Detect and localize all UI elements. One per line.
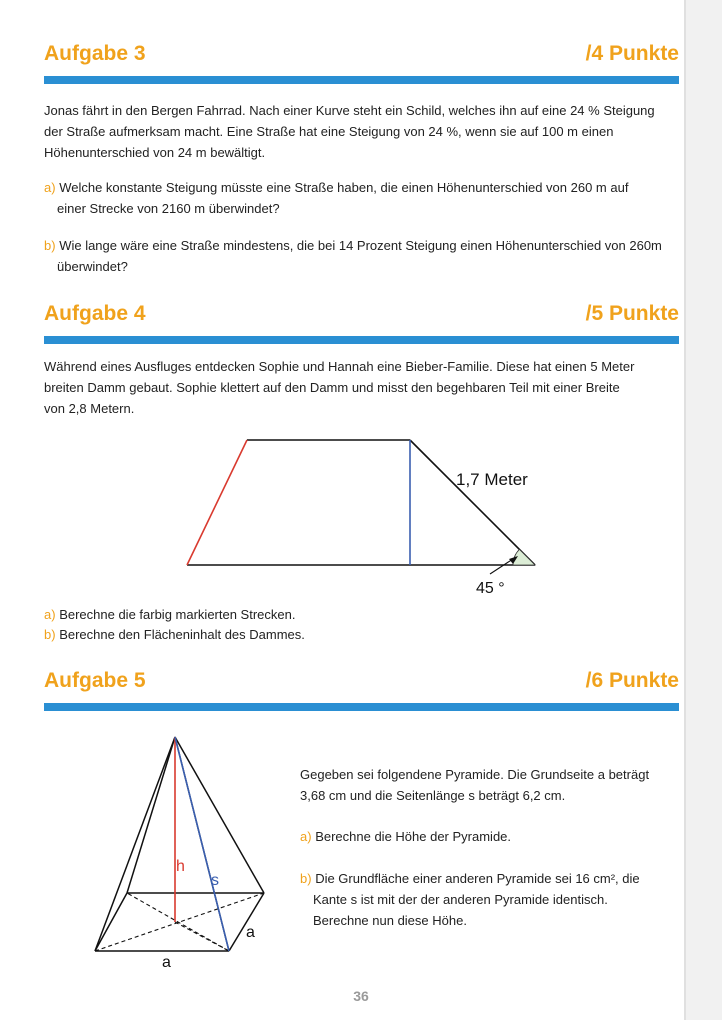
task3-title: Aufgabe 3 (44, 42, 146, 65)
task3-a-line2: einer Strecke von 2160 m überwindet? (57, 201, 280, 216)
task4-a-text: Berechne die farbig markierten Strecken. (59, 607, 296, 622)
pyramid-half-diagonal (175, 922, 229, 951)
task5-points: /6 Punkte (585, 669, 679, 692)
task3-a-line1: Welche konstante Steigung müsste eine Straße haben, die einen Höhenunterschied von 260 m auf (59, 180, 629, 195)
task4-intro-line1: Während eines Ausfluges entdecken Sophie und Hannah eine Bieber-Familie. Diese hat einen 5 Meter (44, 359, 635, 374)
task4-intro-line2: breiten Damm gebaut. Sophie klettert auf den Damm und misst den begehbaren Teil mit einer Breite (44, 380, 620, 395)
task4-b-text: Berechne den Flächeninhalt des Dammes. (59, 627, 305, 642)
task5-intro-line2: 3,68 cm und die Seitenlänge s beträgt 6,2 cm. (300, 788, 566, 803)
pyramid-a-side-label: a (246, 924, 255, 941)
task3-a-label: a) (44, 180, 56, 195)
pyramid-edge-back-left (127, 737, 175, 893)
task5-b-label: b) (300, 871, 312, 886)
pyramid-edge-back-right (175, 737, 264, 893)
task4-b-label: b) (44, 627, 56, 642)
task4-points: /5 Punkte (585, 302, 679, 325)
task3-b-label: b) (44, 238, 56, 253)
pyramid-base-right (229, 893, 264, 951)
task5-question-b (300, 868, 680, 931)
pyramid-s-label: s (211, 872, 219, 889)
pyramid-a-bottom-label: a (162, 954, 171, 971)
task3-b-line1: Wie lange wäre eine Straße mindestens, die bei 14 Prozent Steigung einen Höhenunterschied von 260m (59, 238, 662, 253)
task5-a-label: a) (300, 829, 312, 844)
task3-intro-line3: Höhenunterschied von 24 m bewältigt. (44, 145, 266, 160)
task5-b-line2: Kante s ist mit der der anderen Pyramide identisch. (313, 892, 608, 907)
task5-intro-line1: Gegeben sei folgendene Pyramide. Die Grundseite a beträgt (300, 767, 650, 782)
task5-title: Aufgabe 5 (44, 669, 146, 692)
pyramid-edge-front-left (95, 737, 175, 951)
task5-b-line3: Berechne nun diese Höhe. (313, 913, 467, 928)
dam-side-label: 1,7 Meter (456, 470, 528, 489)
pyramid-h-label: h (176, 858, 185, 875)
task5-b-line1: Die Grundfläche einer anderen Pyramide sei 16 cm², die (315, 871, 640, 886)
pyramid-diagonal-1 (95, 893, 264, 951)
page-number: 36 (353, 988, 369, 1004)
pyramid-base-left (95, 893, 127, 951)
task5-a-text: Berechne die Höhe der Pyramide. (315, 829, 512, 844)
task3-intro-line1: Jonas fährt in den Bergen Fahrrad. Nach einer Kurve steht ein Schild, welches ihn auf eine 24 % Steigung (44, 103, 655, 118)
task4-intro-line3: von 2,8 Metern. (44, 401, 135, 416)
pyramid-edge-s-line (175, 737, 229, 951)
task4-a-label: a) (44, 607, 56, 622)
task5-question-a (300, 826, 680, 847)
task3-intro-line2: der Straße aufmerksam macht. Eine Straße hat eine Steigung von 24 %, wenn sie auf 100 m einen (44, 124, 614, 139)
dam-angle-label: 45 ° (476, 580, 505, 597)
task3-points: /4 Punkte (585, 42, 679, 65)
task4-title: Aufgabe 4 (44, 302, 146, 325)
task5-intro (300, 764, 680, 806)
task3-b-line2: überwindet? (57, 259, 128, 274)
